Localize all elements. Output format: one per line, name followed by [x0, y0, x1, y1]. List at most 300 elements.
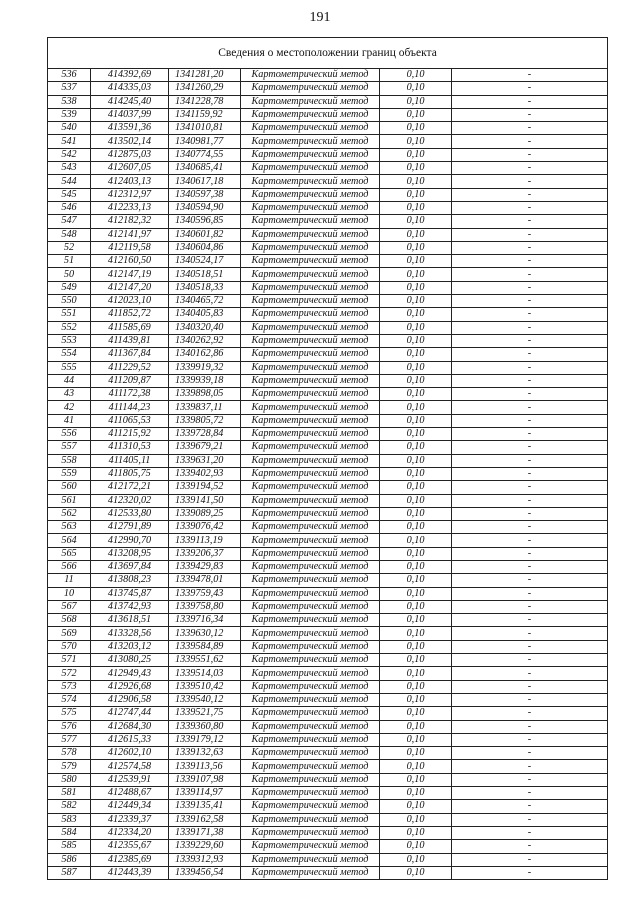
coord-x-cell: 413697,84 [91, 560, 169, 573]
method-cell: Картометрический метод [241, 82, 380, 95]
table-row [48, 853, 608, 866]
description-cell: - [452, 680, 608, 693]
description-cell: - [452, 627, 608, 640]
accuracy-cell: 0,10 [380, 547, 452, 560]
coord-y-cell: 1339456,54 [169, 866, 241, 879]
coord-y-cell: 1339510,42 [169, 680, 241, 693]
table-row [48, 388, 608, 401]
description-cell: - [452, 414, 608, 427]
accuracy-cell: 0,10 [380, 348, 452, 361]
coord-y-cell: 1340162,86 [169, 348, 241, 361]
method-cell: Картометрический метод [241, 787, 380, 800]
point-number-cell: 587 [48, 866, 91, 879]
point-number-cell: 44 [48, 374, 91, 387]
method-cell: Картометрический метод [241, 853, 380, 866]
coord-x-cell: 411405,11 [91, 454, 169, 467]
coord-y-cell: 1339478,01 [169, 574, 241, 587]
description-cell: - [452, 255, 608, 268]
table-title: Сведения о местоположении границ объекта [48, 38, 608, 69]
description-cell: - [452, 321, 608, 334]
accuracy-cell: 0,10 [380, 122, 452, 135]
point-number-cell: 572 [48, 667, 91, 680]
coord-y-cell: 1339837,11 [169, 401, 241, 414]
method-cell: Картометрический метод [241, 108, 380, 121]
accuracy-cell: 0,10 [380, 69, 452, 82]
coord-x-cell: 412747,44 [91, 707, 169, 720]
coord-x-cell: 412334,20 [91, 826, 169, 839]
method-cell: Картометрический метод [241, 441, 380, 454]
coord-y-cell: 1339630,12 [169, 627, 241, 640]
table-row [48, 241, 608, 254]
description-cell: - [452, 401, 608, 414]
method-cell: Картометрический метод [241, 228, 380, 241]
description-cell: - [452, 122, 608, 135]
table-row [48, 188, 608, 201]
coord-x-cell: 412312,97 [91, 188, 169, 201]
accuracy-cell: 0,10 [380, 747, 452, 760]
point-number-cell: 548 [48, 228, 91, 241]
method-cell: Картометрический метод [241, 733, 380, 746]
coord-x-cell: 412172,21 [91, 481, 169, 494]
point-number-cell: 564 [48, 534, 91, 547]
coord-x-cell: 412607,05 [91, 162, 169, 175]
coord-x-cell: 413618,51 [91, 614, 169, 627]
method-cell: Картометрический метод [241, 414, 380, 427]
table-row [48, 162, 608, 175]
coord-y-cell: 1340524,17 [169, 255, 241, 268]
table-header-row [48, 38, 608, 69]
table-row [48, 215, 608, 228]
coord-x-cell: 412684,30 [91, 720, 169, 733]
accuracy-cell: 0,10 [380, 800, 452, 813]
coord-x-cell: 411144,23 [91, 401, 169, 414]
table-row [48, 787, 608, 800]
accuracy-cell: 0,10 [380, 521, 452, 534]
method-cell: Картометрический метод [241, 747, 380, 760]
coord-x-cell: 412602,10 [91, 747, 169, 760]
accuracy-cell: 0,10 [380, 507, 452, 520]
accuracy-cell: 0,10 [380, 680, 452, 693]
accuracy-cell: 0,10 [380, 534, 452, 547]
point-number-cell: 562 [48, 507, 91, 520]
coord-x-cell: 412449,34 [91, 800, 169, 813]
method-cell: Картометрический метод [241, 574, 380, 587]
accuracy-cell: 0,10 [380, 82, 452, 95]
coord-x-cell: 412906,58 [91, 693, 169, 706]
description-cell: - [452, 534, 608, 547]
point-number-cell: 580 [48, 773, 91, 786]
accuracy-cell: 0,10 [380, 414, 452, 427]
point-number-cell: 578 [48, 747, 91, 760]
coord-y-cell: 1341281,20 [169, 69, 241, 82]
coord-x-cell: 413080,25 [91, 654, 169, 667]
description-cell: - [452, 295, 608, 308]
table-row [48, 334, 608, 347]
coord-x-cell: 411065,53 [91, 414, 169, 427]
method-cell: Картометрический метод [241, 534, 380, 547]
table-row [48, 547, 608, 560]
coord-x-cell: 412403,13 [91, 175, 169, 188]
coord-x-cell: 413203,12 [91, 640, 169, 653]
coord-y-cell: 1339514,03 [169, 667, 241, 680]
coord-x-cell: 412533,80 [91, 507, 169, 520]
description-cell: - [452, 175, 608, 188]
table-row [48, 507, 608, 520]
coord-x-cell: 412488,67 [91, 787, 169, 800]
table-row [48, 467, 608, 480]
accuracy-cell: 0,10 [380, 587, 452, 600]
method-cell: Картометрический метод [241, 255, 380, 268]
description-cell: - [452, 348, 608, 361]
coord-x-cell: 412990,70 [91, 534, 169, 547]
description-cell: - [452, 787, 608, 800]
coord-y-cell: 1339584,89 [169, 640, 241, 653]
point-number-cell: 569 [48, 627, 91, 640]
point-number-cell: 583 [48, 813, 91, 826]
table-row [48, 401, 608, 414]
accuracy-cell: 0,10 [380, 135, 452, 148]
coord-x-cell: 412147,20 [91, 281, 169, 294]
description-cell: - [452, 374, 608, 387]
description-cell: - [452, 281, 608, 294]
point-number-cell: 537 [48, 82, 91, 95]
accuracy-cell: 0,10 [380, 361, 452, 374]
method-cell: Картометрический метод [241, 680, 380, 693]
table-row [48, 667, 608, 680]
description-cell: - [452, 135, 608, 148]
accuracy-cell: 0,10 [380, 614, 452, 627]
coord-y-cell: 1340617,18 [169, 175, 241, 188]
coord-y-cell: 1339135,41 [169, 800, 241, 813]
method-cell: Картометрический метод [241, 295, 380, 308]
accuracy-cell: 0,10 [380, 574, 452, 587]
table-row [48, 693, 608, 706]
coord-y-cell: 1340320,40 [169, 321, 241, 334]
table-row [48, 361, 608, 374]
coord-y-cell: 1339939,18 [169, 374, 241, 387]
coord-y-cell: 1339206,37 [169, 547, 241, 560]
coord-y-cell: 1339076,42 [169, 521, 241, 534]
coord-y-cell: 1339805,72 [169, 414, 241, 427]
point-number-cell: 540 [48, 122, 91, 135]
table-row [48, 813, 608, 826]
accuracy-cell: 0,10 [380, 175, 452, 188]
coord-x-cell: 411439,81 [91, 334, 169, 347]
accuracy-cell: 0,10 [380, 428, 452, 441]
coord-y-cell: 1339162,58 [169, 813, 241, 826]
description-cell: - [452, 773, 608, 786]
method-cell: Картометрический метод [241, 467, 380, 480]
method-cell: Картометрический метод [241, 268, 380, 281]
coord-y-cell: 1339716,34 [169, 614, 241, 627]
table-row [48, 281, 608, 294]
point-number-cell: 539 [48, 108, 91, 121]
table-row [48, 201, 608, 214]
method-cell: Картометрический метод [241, 840, 380, 853]
description-cell: - [452, 760, 608, 773]
coord-y-cell: 1339171,38 [169, 826, 241, 839]
accuracy-cell: 0,10 [380, 693, 452, 706]
coord-x-cell: 413208,95 [91, 547, 169, 560]
point-number-cell: 576 [48, 720, 91, 733]
coord-x-cell: 412182,32 [91, 215, 169, 228]
accuracy-cell: 0,10 [380, 481, 452, 494]
description-cell: - [452, 866, 608, 879]
accuracy-cell: 0,10 [380, 281, 452, 294]
description-cell: - [452, 467, 608, 480]
point-number-cell: 568 [48, 614, 91, 627]
coord-x-cell: 412147,19 [91, 268, 169, 281]
page-number: 191 [309, 10, 331, 25]
point-number-cell: 586 [48, 853, 91, 866]
description-cell: - [452, 720, 608, 733]
coord-x-cell: 411585,69 [91, 321, 169, 334]
description-cell: - [452, 441, 608, 454]
coord-x-cell: 412443,39 [91, 866, 169, 879]
method-cell: Картометрический метод [241, 866, 380, 879]
coord-x-cell: 412119,58 [91, 241, 169, 254]
coord-x-cell: 414245,40 [91, 95, 169, 108]
coord-x-cell: 413591,36 [91, 122, 169, 135]
point-number-cell: 555 [48, 361, 91, 374]
table-row [48, 108, 608, 121]
accuracy-cell: 0,10 [380, 374, 452, 387]
coord-x-cell: 412339,37 [91, 813, 169, 826]
coord-y-cell: 1339312,93 [169, 853, 241, 866]
description-cell: - [452, 507, 608, 520]
method-cell: Картометрический метод [241, 215, 380, 228]
point-number-cell: 565 [48, 547, 91, 560]
table-row [48, 826, 608, 839]
table-row [48, 414, 608, 427]
accuracy-cell: 0,10 [380, 853, 452, 866]
method-cell: Картометрический метод [241, 95, 380, 108]
accuracy-cell: 0,10 [380, 787, 452, 800]
description-cell: - [452, 148, 608, 161]
coord-y-cell: 1340685,41 [169, 162, 241, 175]
table-row [48, 95, 608, 108]
method-cell: Картометрический метод [241, 640, 380, 653]
table-row [48, 521, 608, 534]
coord-x-cell: 413742,93 [91, 600, 169, 613]
coord-y-cell: 1340405,83 [169, 308, 241, 321]
method-cell: Картометрический метод [241, 401, 380, 414]
coord-y-cell: 1340981,77 [169, 135, 241, 148]
coord-x-cell: 412233,13 [91, 201, 169, 214]
accuracy-cell: 0,10 [380, 295, 452, 308]
coord-y-cell: 1340262,92 [169, 334, 241, 347]
method-cell: Картометрический метод [241, 308, 380, 321]
table-row [48, 560, 608, 573]
point-number-cell: 557 [48, 441, 91, 454]
method-cell: Картометрический метод [241, 201, 380, 214]
coord-x-cell: 412023,10 [91, 295, 169, 308]
coord-y-cell: 1339113,56 [169, 760, 241, 773]
coord-x-cell: 413808,23 [91, 574, 169, 587]
point-number-cell: 551 [48, 308, 91, 321]
coord-y-cell: 1341159,92 [169, 108, 241, 121]
coord-x-cell: 412385,69 [91, 853, 169, 866]
description-cell: - [452, 69, 608, 82]
description-cell: - [452, 654, 608, 667]
method-cell: Картометрический метод [241, 175, 380, 188]
coord-y-cell: 1340597,38 [169, 188, 241, 201]
point-number-cell: 544 [48, 175, 91, 188]
accuracy-cell: 0,10 [380, 760, 452, 773]
method-cell: Картометрический метод [241, 428, 380, 441]
point-number-cell: 581 [48, 787, 91, 800]
description-cell: - [452, 693, 608, 706]
method-cell: Картометрический метод [241, 481, 380, 494]
coord-y-cell: 1339759,43 [169, 587, 241, 600]
description-cell: - [452, 162, 608, 175]
coord-y-cell: 1339679,21 [169, 441, 241, 454]
accuracy-cell: 0,10 [380, 667, 452, 680]
accuracy-cell: 0,10 [380, 162, 452, 175]
accuracy-cell: 0,10 [380, 560, 452, 573]
point-number-cell: 50 [48, 268, 91, 281]
method-cell: Картометрический метод [241, 348, 380, 361]
method-cell: Картометрический метод [241, 667, 380, 680]
point-number-cell: 582 [48, 800, 91, 813]
table-row [48, 866, 608, 879]
coord-y-cell: 1341260,29 [169, 82, 241, 95]
coord-x-cell: 414392,69 [91, 69, 169, 82]
point-number-cell: 554 [48, 348, 91, 361]
accuracy-cell: 0,10 [380, 773, 452, 786]
description-cell: - [452, 521, 608, 534]
table-row [48, 840, 608, 853]
method-cell: Картометрический метод [241, 560, 380, 573]
table-row [48, 587, 608, 600]
method-cell: Картометрический метод [241, 507, 380, 520]
coord-y-cell: 1340774,55 [169, 148, 241, 161]
description-cell: - [452, 201, 608, 214]
accuracy-cell: 0,10 [380, 707, 452, 720]
coord-x-cell: 412875,03 [91, 148, 169, 161]
table-row [48, 494, 608, 507]
method-cell: Картометрический метод [241, 627, 380, 640]
method-cell: Картометрический метод [241, 321, 380, 334]
coord-x-cell: 411805,75 [91, 467, 169, 480]
table-row [48, 760, 608, 773]
description-cell: - [452, 747, 608, 760]
description-cell: - [452, 826, 608, 839]
coord-y-cell: 1339728,84 [169, 428, 241, 441]
accuracy-cell: 0,10 [380, 494, 452, 507]
description-cell: - [452, 840, 608, 853]
table-row [48, 428, 608, 441]
point-number-cell: 542 [48, 148, 91, 161]
coord-y-cell: 1339919,32 [169, 361, 241, 374]
point-number-cell: 558 [48, 454, 91, 467]
coord-x-cell: 411367,84 [91, 348, 169, 361]
table-row [48, 654, 608, 667]
accuracy-cell: 0,10 [380, 454, 452, 467]
boundary-table [47, 37, 608, 880]
point-number-cell: 541 [48, 135, 91, 148]
method-cell: Картометрический метод [241, 760, 380, 773]
point-number-cell: 574 [48, 693, 91, 706]
coord-y-cell: 1339631,20 [169, 454, 241, 467]
description-cell: - [452, 667, 608, 680]
boundary-table-body [48, 38, 608, 880]
method-cell: Картометрический метод [241, 281, 380, 294]
point-number-cell: 550 [48, 295, 91, 308]
description-cell: - [452, 241, 608, 254]
description-cell: - [452, 600, 608, 613]
table-row [48, 441, 608, 454]
coord-x-cell: 411229,52 [91, 361, 169, 374]
point-number-cell: 552 [48, 321, 91, 334]
coord-y-cell: 1339229,60 [169, 840, 241, 853]
point-number-cell: 561 [48, 494, 91, 507]
accuracy-cell: 0,10 [380, 228, 452, 241]
description-cell: - [452, 428, 608, 441]
coord-y-cell: 1340596,85 [169, 215, 241, 228]
method-cell: Картометрический метод [241, 614, 380, 627]
coord-x-cell: 411215,92 [91, 428, 169, 441]
point-number-cell: 585 [48, 840, 91, 853]
coord-x-cell: 412355,67 [91, 840, 169, 853]
table-row [48, 148, 608, 161]
point-number-cell: 52 [48, 241, 91, 254]
method-cell: Картометрический метод [241, 654, 380, 667]
coord-y-cell: 1339402,93 [169, 467, 241, 480]
table-row [48, 720, 608, 733]
coord-x-cell: 414037,99 [91, 108, 169, 121]
description-cell: - [452, 640, 608, 653]
table-row [48, 175, 608, 188]
table-row [48, 773, 608, 786]
point-number-cell: 560 [48, 481, 91, 494]
table-row [48, 800, 608, 813]
point-number-cell: 579 [48, 760, 91, 773]
accuracy-cell: 0,10 [380, 813, 452, 826]
point-number-cell: 563 [48, 521, 91, 534]
description-cell: - [452, 853, 608, 866]
coord-x-cell: 411852,72 [91, 308, 169, 321]
coord-y-cell: 1341228,78 [169, 95, 241, 108]
point-number-cell: 549 [48, 281, 91, 294]
coord-x-cell: 412539,91 [91, 773, 169, 786]
description-cell: - [452, 188, 608, 201]
point-number-cell: 43 [48, 388, 91, 401]
table-row [48, 574, 608, 587]
table-row [48, 707, 608, 720]
table-row [48, 733, 608, 746]
accuracy-cell: 0,10 [380, 321, 452, 334]
method-cell: Картометрический метод [241, 600, 380, 613]
point-number-cell: 573 [48, 680, 91, 693]
description-cell: - [452, 228, 608, 241]
method-cell: Картометрический метод [241, 693, 380, 706]
coord-y-cell: 1339113,19 [169, 534, 241, 547]
description-cell: - [452, 574, 608, 587]
point-number-cell: 10 [48, 587, 91, 600]
description-cell: - [452, 560, 608, 573]
table-row [48, 308, 608, 321]
coord-x-cell: 412141,97 [91, 228, 169, 241]
table-row [48, 255, 608, 268]
method-cell: Картометрический метод [241, 135, 380, 148]
table-row [48, 135, 608, 148]
coord-y-cell: 1341010,81 [169, 122, 241, 135]
table-row [48, 627, 608, 640]
coord-x-cell: 412320,02 [91, 494, 169, 507]
method-cell: Картометрический метод [241, 547, 380, 560]
coord-y-cell: 1339540,12 [169, 693, 241, 706]
